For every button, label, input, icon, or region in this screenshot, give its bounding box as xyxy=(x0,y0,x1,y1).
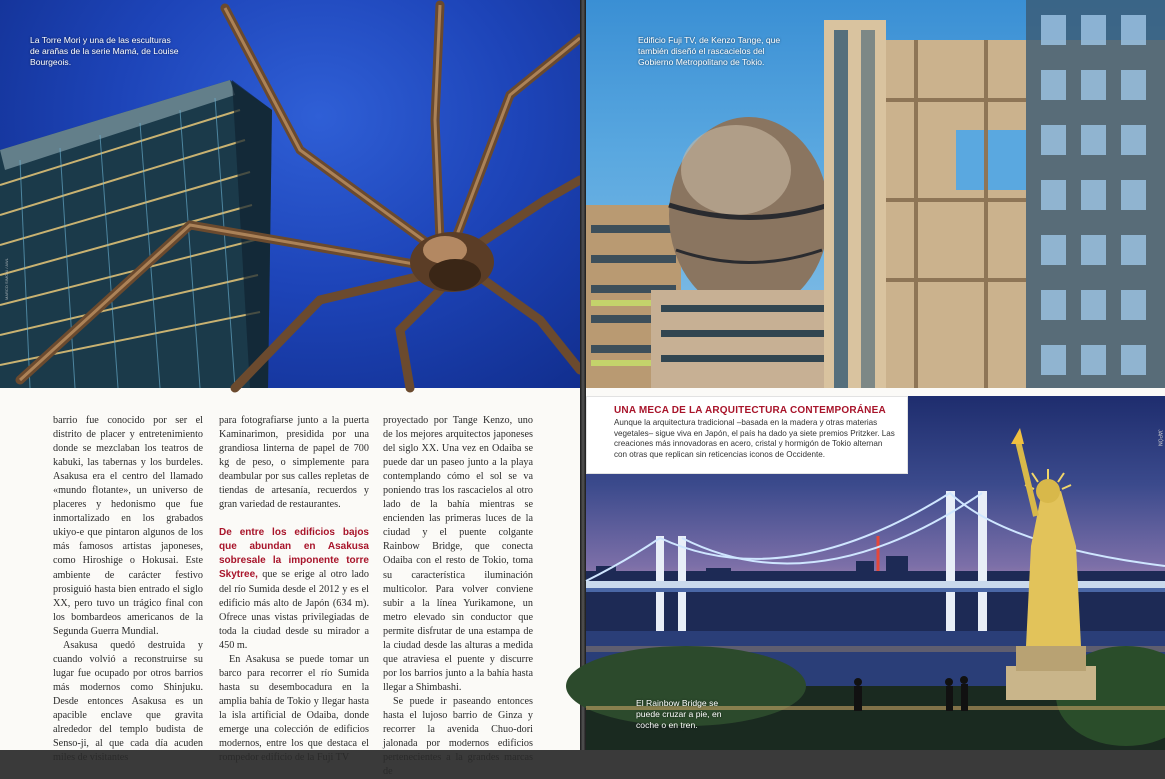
edge-section-label: JAPÓN xyxy=(1157,429,1163,446)
left-page xyxy=(0,0,580,778)
photo-credit: MARCO SIMONI / AWL xyxy=(4,258,9,300)
bridge-photo-caption: El Rainbow Bridge se puede cruzar a pie, en coche o en tren. xyxy=(636,698,722,730)
highlight-text: De entre los edificios bajos que abundan en Asakusa sobresale la imponente torre Skytree, xyxy=(219,527,369,581)
info-box-body: Aunque la arquitectura tradicional –basada en la madera y otras materias vegetales– sigue viva en Japón, el país ha dado ya siete premios Pritzker. Las creaciones más innovadoras en acero, cristal y hormigón de Tokio alternan con otras que replican sin reticencias iconos de Occidente. xyxy=(614,418,895,459)
paragraph: En Asakusa se puede tomar un barco para recorrer el río Sumida hasta su desembocadura en la amplia bahía de Tokio y llegar hasta la isla artificial de Odaiba, donde emerge una colección de edificios modernos, entre los que destaca el rompedor edificio de la Fuji TV xyxy=(219,653,369,764)
info-box xyxy=(586,396,908,474)
info-box-title: UNA MECA DE LA ARQUITECTURA CONTEMPORÁNEA xyxy=(614,405,886,416)
fuji-photo-caption: Edificio Fuji TV, de Kenzo Tange, que también diseñó el rascacielos del Gobierno Metropolitano de Tokio. xyxy=(638,35,781,67)
right-page xyxy=(586,0,1165,750)
text-column-1 xyxy=(53,414,203,765)
text-column-3 xyxy=(383,414,533,779)
photo-mori-tower-spider xyxy=(0,0,580,388)
photo-fuji-tv xyxy=(586,0,1165,388)
paragraph: barrio fue conocido por ser el distrito de placer y entretenimiento donde se mezclaban los teatros de kabuki, las tabernas y los burdeles. Asakusa era el centro del llamado «mundo flotante», un universo de placeres y hedonismo que fue inmortalizado en los grabados ukiyo-e que pintaron algunos de los más famosos artistas japoneses, como Hiroshige o Hokusai. Este ambiente de carácter festivo prosiguió hasta bien entrado el siglo XX, pero tuvo un trágico final con los bombardeos americanos de la Segunda Guerra Mundial. xyxy=(53,415,203,637)
paragraph-with-highlight xyxy=(219,526,369,652)
paragraph: Se puede ir paseando entonces hasta el lujoso barrio de Ginza y recorrer la avenida Chuo-dori jalonada por modernos edificios pertenecientes a la grandes marcas de xyxy=(383,695,533,778)
paragraph: para fotografiarse junto a la puerta Kaminarimon, presidida por una grandiosa linterna de papel de 700 kg de peso, o simplemente para deambular por sus calles repletas de tiendas de artesanía, recuerdos y gran variedad de restaurantes. xyxy=(219,415,369,511)
paragraph: Asakusa quedó destruida y cuando volvió a reconstruirse su lugar fue ocupado por otros barrios más modernos como Shinjuku. Desde entonces Asakusa es un apacible enclave que gravita alrededor del templo budista de Senso-ji, al que cada día acuden miles de visitantes xyxy=(53,639,203,764)
mori-photo-caption: La Torre Mori y una de las esculturas de arañas de la serie Mamá, de Louise Bourgeois. xyxy=(30,35,179,67)
text-column-2 xyxy=(219,414,369,765)
paragraph: proyectado por Tange Kenzo, uno de los mejores arquitectos japoneses del siglo XX. Una vez en Odaiba se puede dar un paseo junto a la playa contemplando cómo el sol se va poniendo tras los rascacielos al otro lado de la bahía mientras se encienden las primeras luces de la ciudad y el puente colgante Rainbow Bridge, que conecta Odaiba con el resto de Tokio, toma su característica iluminación multicolor. Para volver conviene subir a la línea Yurikamone, un metro elevado sin conductor que permite disfrutar de una estampa de la ciudad desde las alturas a medida que atraviesa el puente y discurre por los barrios junto a la bahía hasta llegar a Shimbashi. xyxy=(383,415,533,693)
paragraph-text: que se erige al otro lado del río Sumida desde el 2012 y es el edificio más alto de Japón (634 m). Ofrece unas vistas privilegiadas de toda la ciudad desde su mirador a 450 m. xyxy=(219,569,369,651)
